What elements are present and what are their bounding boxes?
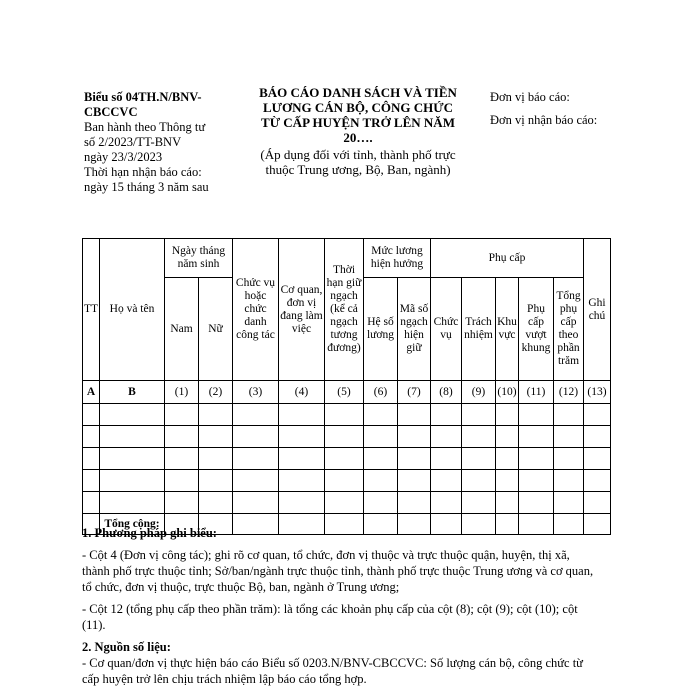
header-name: Họ và tên [100, 239, 165, 381]
col-num: (9) [462, 381, 496, 404]
header-salary-group: Mức lương hiện hưởng [364, 239, 431, 278]
table-row [83, 426, 611, 448]
header-allow-total: Tổng phụ cấp theo phần trăm [554, 278, 584, 381]
header-position: Chức vụ hoặc chức danh công tác [233, 239, 279, 381]
header-tt: TT [83, 239, 100, 381]
header-male: Nam [165, 278, 199, 381]
total-label: Tổng cộng: [100, 514, 165, 535]
issued-line-1: Ban hành theo Thông tư [84, 120, 206, 134]
col-num: (11) [519, 381, 554, 404]
header-allow-position: Chức vụ [431, 278, 462, 381]
section-2-title: 2. Nguồn số liệu: [82, 640, 171, 654]
col-num: (7) [398, 381, 431, 404]
section-1-title: 1. Phương pháp ghi biểu: [82, 526, 217, 540]
col-num: B [100, 381, 165, 404]
column-number-row [83, 381, 611, 404]
section-2-paragraph-1: - Cơ quan/đơn vị thực hiện báo cáo Biểu số 0203.N/BNV-CBCCVC: Số lượng cán bộ, công chức từ cấp huyện trở lên chịu trách nhiệm lập báo cáo tổng hợp. [82, 656, 583, 686]
form-code: Biểu số 04TH.N/BNV-CBCCVC [84, 90, 202, 119]
header-female: Nữ [199, 278, 233, 381]
report-title: BÁO CÁO DANH SÁCH VÀ TIỀN LƯƠNG CÁN BỘ, CÔNG CHỨC TỪ CẤP HUYỆN TRỞ LÊN NĂM 20…. [259, 85, 457, 145]
col-num: (2) [199, 381, 233, 404]
header-duration: Thời hạn giữ ngạch (kể cả ngạch tương đương) [325, 239, 364, 381]
report-subtitle: (Áp dụng đối với tỉnh, thành phố trực thuộc Trung ương, Bộ, Ban, ngành) [260, 147, 456, 177]
col-num: A [83, 381, 100, 404]
header-dob: Ngày tháng năm sinh [165, 239, 233, 278]
header-allow-seniority: Phụ cấp vượt khung [519, 278, 554, 381]
col-num: (6) [364, 381, 398, 404]
section-1-paragraph-1: - Cột 4 (Đơn vị công tác); ghi rõ cơ quan, tổ chức, đơn vị thuộc và trực thuộc quận, huyện, thị xã, thành phố trực thuộc tỉnh; Sở/ban/ngành trực thuộc tỉnh, thành phố trực thuộc Trung ương và cơ quan, tổ chức, đơn vị thuộc, trực thuộc Bộ, ban, ngành ở Trung ương; [82, 548, 594, 594]
unit-info [490, 90, 670, 128]
reporting-unit: Đơn vị báo cáo: [490, 90, 570, 104]
deadline-line-2: ngày 15 tháng 3 năm sau [84, 180, 209, 194]
table-row [83, 492, 611, 514]
deadline-line-1: Thời hạn nhận báo cáo: [84, 165, 202, 179]
issued-line-2: số 2/2023/TT-BNV [84, 135, 182, 149]
col-num: (8) [431, 381, 462, 404]
form-info [84, 90, 244, 195]
header-allowance-group: Phụ cấp [431, 239, 584, 278]
col-num: (13) [584, 381, 611, 404]
col-num: (4) [279, 381, 325, 404]
header-coefficient: Hệ số lương [364, 278, 398, 381]
table-row [83, 404, 611, 426]
col-num: (10) [496, 381, 519, 404]
header-allow-region: Khu vực [496, 278, 519, 381]
table-row [83, 448, 611, 470]
header-note: Ghi chú [584, 239, 611, 381]
col-num: (1) [165, 381, 199, 404]
header-row-1 [83, 239, 611, 278]
col-num: (3) [233, 381, 279, 404]
section-1-paragraph-2: - Cột 12 (tổng phụ cấp theo phần trăm): là tổng các khoản phụ cấp của cột (8); cột (9); cột (10); cột (11). [82, 602, 578, 632]
notes-section [82, 525, 597, 687]
table-row [83, 470, 611, 492]
salary-table [82, 238, 611, 535]
header-agency: Cơ quan, đơn vị đang làm việc [279, 239, 325, 381]
report-title-block [252, 85, 464, 177]
col-num: (5) [325, 381, 364, 404]
header-grade-code: Mã số ngạch hiện giữ [398, 278, 431, 381]
receiving-unit: Đơn vị nhận báo cáo: [490, 113, 598, 127]
header-allow-responsibility: Trách nhiệm [462, 278, 496, 381]
col-num: (12) [554, 381, 584, 404]
issued-line-3: ngày 23/3/2023 [84, 150, 163, 164]
